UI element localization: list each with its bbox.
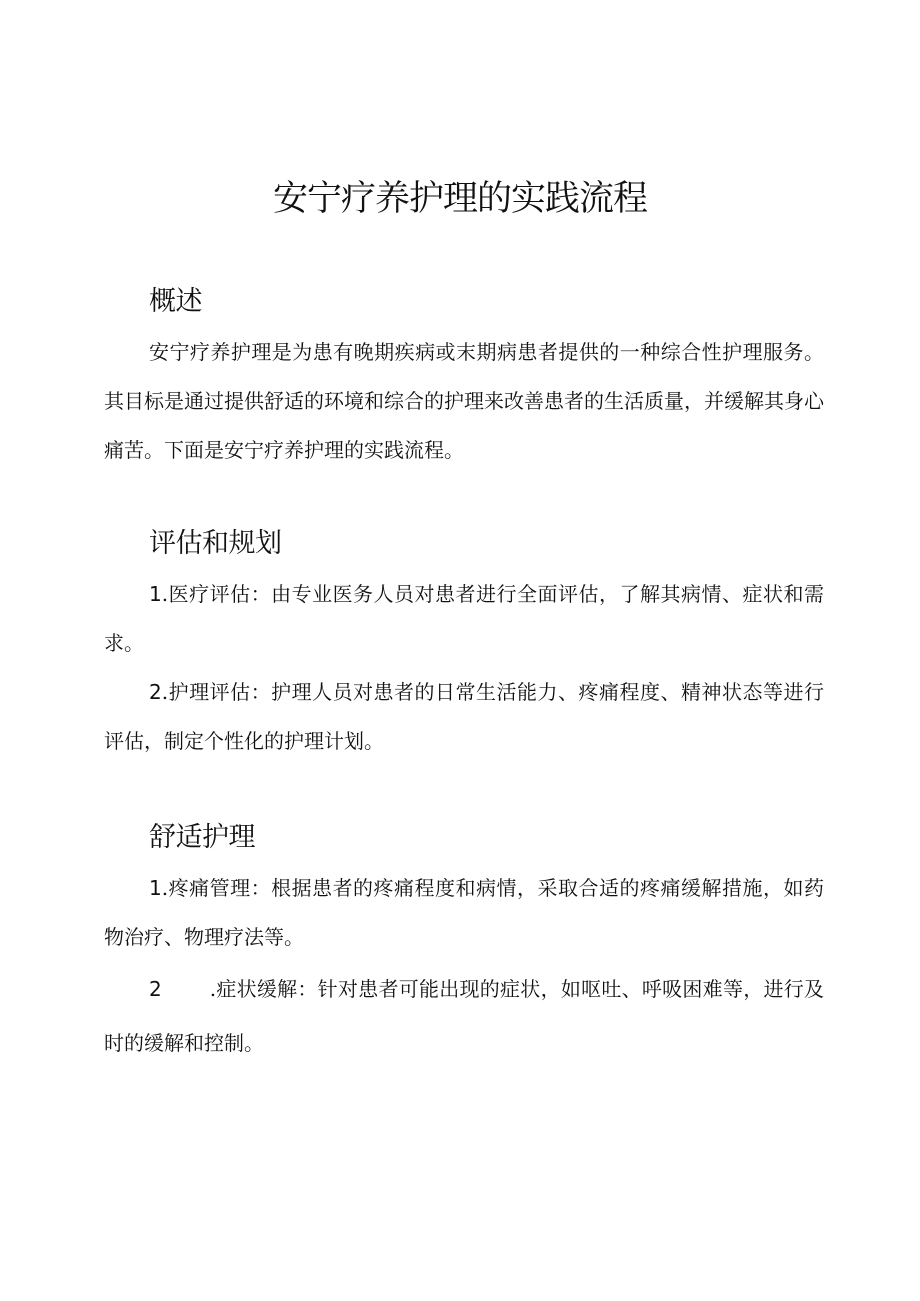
comfort-item-1 [104,864,824,962]
comfort-item-2 [104,962,824,1070]
document-title: 安宁疗养护理的实践流程 [272,179,647,219]
assessment-item-1 [104,570,824,668]
section-heading-overview: 概述 [149,286,202,317]
comfort-item-1-text: .疼痛管理：根据患者的疼痛程度和病情，采取合适的疼痛缓解措施，如药物治疗、物理疗法等。 [104,876,824,949]
overview-paragraph [104,328,824,475]
overview-paragraph-text: 安宁疗养护理是为患有晚期疾病或末期病患者提供的一种综合性护理服务。其目标是通过提供舒适的环境和综合的护理来改善患者的生活质量，并缓解其身心痛苦。下面是安宁疗养护理的实践流程。 [104,340,824,462]
section-heading-comfort-care: 舒适护理 [149,822,255,853]
assessment-item-2-text: .护理评估：护理人员对患者的日常生活能力、疼痛程度、精神状态等进行评估，制定个性化的护理计划。 [104,680,824,753]
assessment-item-1-text: .医疗评估：由专业医务人员对患者进行全面评估，了解其病情、症状和需求。 [104,582,824,655]
assessment-item-2 [104,668,824,766]
comfort-item-2-text: .症状缓解：针对患者可能出现的症状，如呕吐、呼吸困难等，进行及时的缓解和控制。 [104,977,824,1055]
section-heading-assessment: 评估和规划 [149,528,282,559]
assessment-item-1-number: 1 [149,582,162,606]
comfort-item-1-number: 1 [149,876,162,900]
comfort-item-2-number: 2 [149,977,162,1001]
assessment-item-2-number: 2 [149,680,162,704]
